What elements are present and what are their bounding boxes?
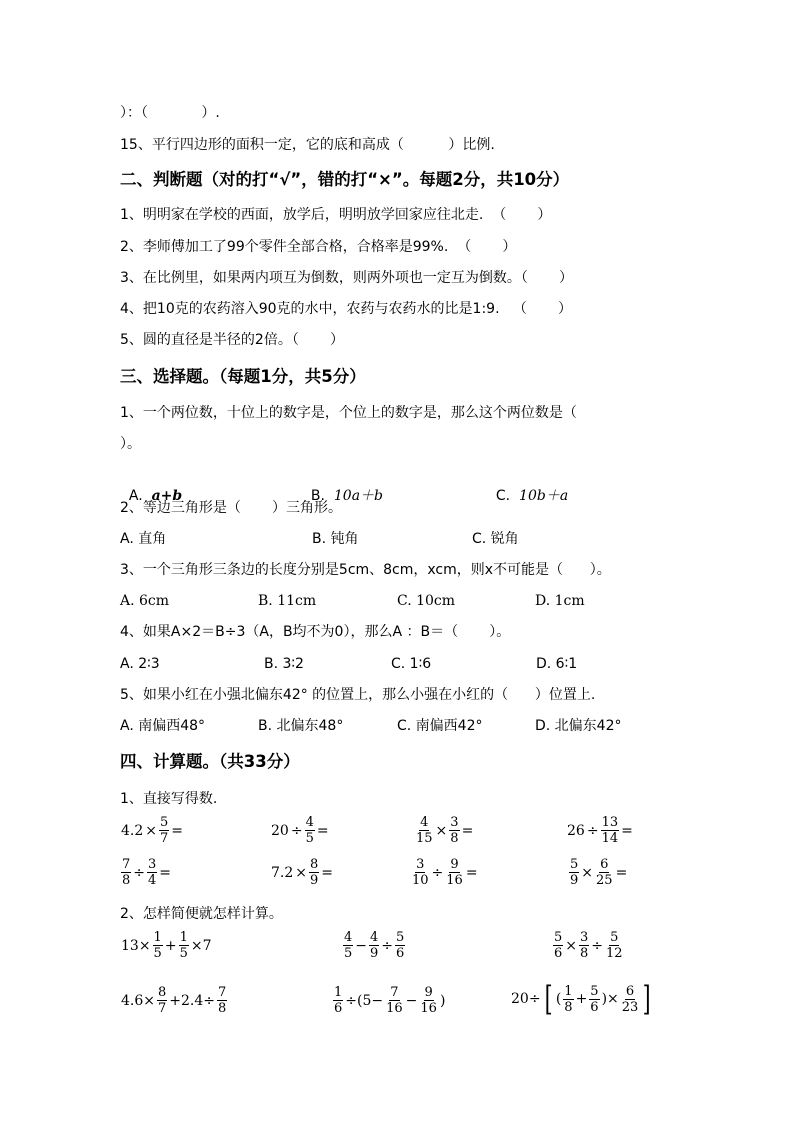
choice-q4-option-a: A. 2∶3: [120, 656, 160, 672]
choice-q5-option-c: C. 南偏西42°: [397, 718, 483, 734]
choice-q5-option-d: D. 北偏东42°: [535, 718, 622, 734]
choice-q4-option-b: B. 3∶2: [264, 656, 304, 672]
direct-calc-6: 7.2 × $\frac{8}{9}$ =: [271, 857, 334, 888]
choice-q3-stem: 3、一个三角形三条边的长度分别是5cm、8cm，xcm，则x不可能是（ ）。: [120, 562, 611, 578]
choice-q4-stem: 4、如果A×2＝B÷3（A，B均不为0），那么A ：B＝（ ）。: [120, 624, 511, 640]
section-title-choice: 三、选择题。（每题1分，共5分）: [120, 367, 366, 386]
choice-q3-option-a: A. 6cm: [120, 593, 170, 609]
choice-q3-option-b: B. 11cm: [258, 593, 317, 609]
simplify-calc-4: 4.6× $\frac{8}{7}$ +2.4÷ $\frac{7}{8}$: [121, 985, 227, 1016]
choice-q4-option-d: D. 6∶1: [536, 656, 578, 672]
choice-q1-stem-line2: ）。: [120, 436, 141, 452]
choice-q2-stem: 2、等边三角形是（ ）三角形。: [120, 500, 343, 516]
simplify-calc-5: $\frac{1}{6}$ ÷(5− $\frac{7}{16}$ − $\frac{9}{16}$ ): [334, 985, 446, 1016]
direct-calc-2: 20 ÷ $\frac{4}{5}$ =: [271, 815, 329, 846]
choice-q1-option-c: C. 10b＋a: [495, 488, 569, 504]
choice-q1-stem-line1: 1、一个两位数，十位上的数字是，个位上的数字是，那么这个两位数是（: [120, 405, 577, 421]
judge-item-2: 2、李师傅加工了99个零件全部合格，合格率是99%. （ ）: [120, 239, 517, 255]
judge-item-1: 1、明明家在学校的西面，放学后，明明放学回家应往北走. （ ）: [120, 207, 552, 223]
simplify-calc-1: 13× $\frac{1}{5}$ + $\frac{1}{5}$ ×7: [121, 930, 212, 961]
section-title-judgement: 二、判断题（对的打“√”，错的打“×”。每题2分，共10分）: [120, 170, 570, 189]
choice-q4-option-c: C. 1∶6: [391, 656, 432, 672]
choice-q3-option-d: D. 1cm: [535, 593, 585, 609]
section-title-calculation: 四、计算题。（共33分）: [120, 752, 300, 771]
simplify-calc-3: $\frac{5}{6}$ × $\frac{3}{8}$ ÷ $\frac{5}{12}$: [554, 930, 623, 961]
choice-q2-option-b: B. 钝角: [312, 531, 359, 547]
direct-calc-7: $\frac{3}{10}$ ÷ $\frac{9}{16}$ =: [412, 857, 478, 888]
judge-item-5: 5、圆的直径是半径的2倍。（ ）: [120, 332, 344, 348]
direct-calc-8: $\frac{5}{9}$ × $\frac{6}{25}$ =: [570, 857, 628, 888]
choice-q2-option-a: A. 直角: [120, 531, 167, 547]
simplify-calc-2: $\frac{4}{5}$ − $\frac{4}{9}$ ÷ $\frac{5}{6}$: [344, 930, 405, 961]
choice-q5-option-b: B. 北偏东48°: [258, 718, 344, 734]
direct-calc-1: 4.2 × $\frac{5}{7}$ =: [121, 815, 184, 846]
choice-q5-option-a: A. 南偏西48°: [120, 718, 206, 734]
direct-calc-5: $\frac{7}{8}$ ÷ $\frac{3}{4}$ =: [122, 857, 172, 888]
calc-sub1-title: 1、直接写得数.: [120, 791, 218, 807]
continued-line: ）：（ ）.: [120, 105, 220, 121]
choice-q1-option-b: B. 10a＋b: [310, 488, 383, 504]
simplify-calc-6: 20÷ [ ( $\frac{1}{8}$ + $\frac{5}{6}$ )× $\frac{6}{23}$ ]: [511, 979, 651, 1019]
choice-q5-stem: 5、如果小红在小强北偏东42° 的位置上，那么小强在小红的（ ）位置上.: [120, 687, 596, 703]
choice-q3-option-c: C. 10cm: [397, 593, 456, 609]
direct-calc-3: $\frac{4}{15}$ × $\frac{3}{8}$ =: [416, 815, 474, 846]
choice-q1-option-a: A. a+b: [128, 488, 183, 504]
judge-item-4: 4、把10克的农药溶入90克的水中，农药与农药水的比是1:9. （ ）: [120, 301, 573, 317]
choice-q2-option-c: C. 锐角: [472, 531, 519, 547]
calc-sub2-title: 2、怎样简便就怎样计算。: [120, 906, 283, 922]
question-15: 15、平行四边形的面积一定，它的底和高成（ ）比例.: [120, 137, 495, 153]
direct-calc-4: 26 ÷ $\frac{13}{14}$ =: [567, 815, 633, 846]
judge-item-3: 3、在比例里，如果两内项互为倒数，则两外项也一定互为倒数。（ ）: [120, 270, 574, 286]
